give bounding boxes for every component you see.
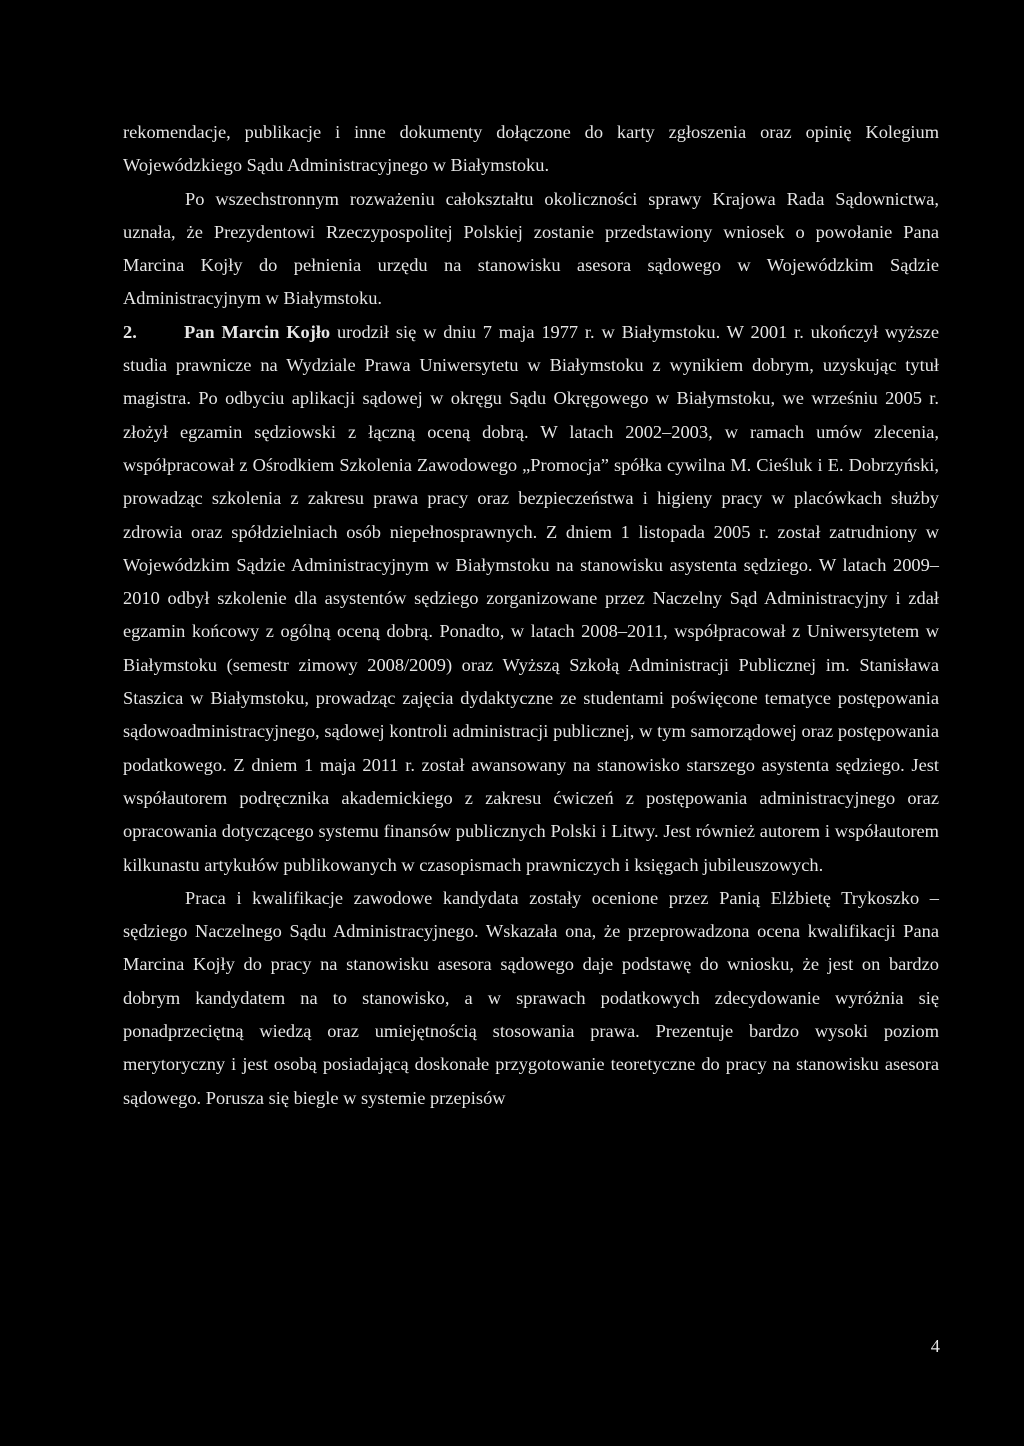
candidate-name: Pan Marcin Kojło (184, 321, 331, 342)
paragraph-council-decision: Po wszechstronnym rozważeniu całokształtu okoliczności sprawy Krajowa Rada Sądownictwa, uznała, że Prezydentowi Rzeczypospolitej Polskiej zostanie przedstawiony wniosek o powołanie Pana Marcina Kojły do pełnienia urzędu na stanowisku asesora sądowego w Wojewódzkim Sądzie Administracyjnym w Białymstoku. (123, 188, 939, 309)
page-number: 4 (930, 1336, 940, 1356)
candidate-bio-text: urodził się w dniu 7 maja 1977 r. w Białymstoku. W 2001 r. ukończył wyższe studia prawnicze na Wydziale Prawa Uniwersytetu w Białymstoku z wynikiem dobrym, uzyskując tytuł magistra. Po odbyciu aplikacji sądowej w okręgu Sądu Okręgowego w Białymstoku, we wrześniu 2005 r. złożył egzamin sędziowski z łączną oceną dobrą. W latach 2002–2003, w ramach umów zlecenia, współpracował z Ośrodkiem Szkolenia Zawodowego „Promocja” spółka cywilna M. Cieśluk i E. Dobrzyński, prowadząc szkolenia z zakresu prawa pracy oraz bezpieczeństwa i higieny pracy w placówkach służby zdrowia oraz spółdzielniach osób niepełnosprawnych. Z dniem 1 listopada 2005 r. został zatrudniony w Wojewódzkim Sądzie Administracyjnym w Białymstoku na stanowisku asystenta sędziego. W latach 2009–2010 odbył szkolenie dla asystentów sędziego zorganizowane przez Naczelny Sąd Administracyjny i zdał egzamin końcowy z ogólną oceną dobrą. Ponadto, w latach 2008–2011, współpracował z Uniwersytetem w Białymstoku (semestr zimowy 2008/2009) oraz Wyższą Szkołą Administracji Publicznej im. Stanisława Staszica w Białymstoku, prowadząc zajęcia dydaktyczne ze studentami poświęcone tematyce postępowania sądowoadministracyjnego, sądowej kontroli administracji publicznej, w tym samorządowej oraz postępowania podatkowego. Z dniem 1 maja 2011 r. został awansowany na stanowisko starszego asystenta sędziego. Jest współautorem podręcznika akademickiego z zakresu ćwiczeń z postępowania administracyjnego oraz opracowania dotyczącego systemu finansów publicznych Polski i Litwy. Jest również autorem i współautorem kilkunastu artykułów publikowanych w czasopismach prawniczych i księgach jubileuszowych. (123, 321, 939, 875)
paragraph-evaluation: Praca i kwalifikacje zawodowe kandydata zostały ocenione przez Panią Elżbietę Trykoszko – sędziego Naczelnego Sądu Administracyjnego. Wskazała ona, że przeprowadzona ocena kwalifikacji Pana Marcina Kojły do pracy na stanowisku asesora sądowego daje podstawę do wniosku, że jest on bardzo dobrym kandydatem na to stanowisko, a w sprawach podatkowych zdecydowanie wyróżnia się ponadprzeciętną wiedzą oraz umiejętnością stosowania prawa. Prezentuje bardzo wysoki poziom merytoryczny i jest osobą posiadającą doskonałe przygotowanie teoretyczne do pracy na stanowisku asesora sądowego. Porusza się biegle w systemie przepisów (123, 887, 939, 1108)
section-number: 2. (123, 321, 137, 342)
paragraph-continuation: rekomendacje, publikacje i inne dokumenty dołączone do karty zgłoszenia oraz opinię Kolegium Wojewódzkiego Sądu Administracyjnego w Białymstoku. (123, 122, 939, 176)
paragraph-candidate-bio (123, 316, 939, 882)
body-text (123, 116, 939, 1115)
